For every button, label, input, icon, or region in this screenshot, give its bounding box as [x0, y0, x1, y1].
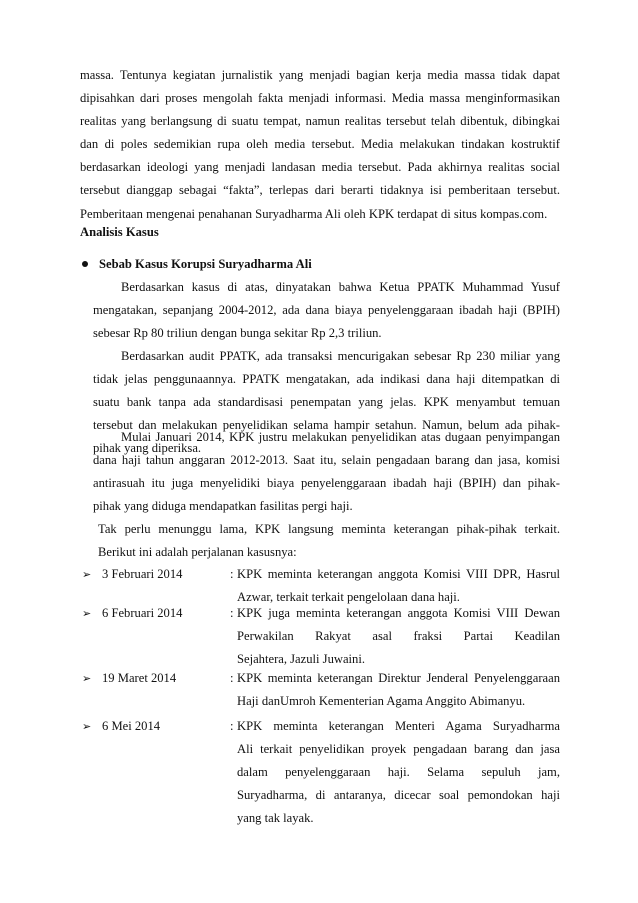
case-line: mengatakan, sepanjang 2004-2012, ada dana biaya penyelenggaraan ibadah haji (BPIH)	[93, 303, 560, 318]
arrow-bullet-icon: ➢	[82, 568, 92, 581]
event-line: Haji danUmroh Kementerian Agama Anggito Abimanyu.	[237, 694, 526, 709]
event-line: Azwar, terkait terkait pengelolaan dana haji.	[237, 590, 460, 605]
case-paragraph-1	[93, 276, 560, 345]
intro-line: massa. Tentunya kegiatan jurnalistik yang menjadi bagian kerja media massa tidak dapat	[80, 68, 560, 82]
case-line: sebesar Rp 80 triliun dengan bunga sekitar Rp 2,3 triliun.	[93, 326, 382, 341]
case-line: tersebut dan melakukan penyelidikan selama hampir setahun. Namun, belum ada pihak-	[93, 418, 560, 433]
event-description	[237, 715, 560, 830]
event-line: Perwakilan Rakyat asal fraksi Partai Keadilan	[237, 629, 560, 644]
case-line: Berdasarkan kasus di atas, dinyatakan bahwa Ketua PPATK Muhammad Yusuf	[121, 280, 560, 294]
event-line: KPK meminta keterangan anggota Komisi VIII DPR, Hasrul	[237, 567, 560, 581]
case-line: pihak yang diduga mendapatkan fasilitas pergi haji.	[93, 499, 353, 514]
event-line: KPK meminta keterangan Direktur Jenderal Penyelenggaraan	[237, 671, 560, 685]
case-line: Mulai Januari 2014, KPK justru melakukan penyelidikan atas dugaan penyimpangan	[121, 430, 560, 444]
intro-line: Pemberitaan mengenai penahanan Suryadharma Ali oleh KPK terdapat di situs kompas.com.	[80, 206, 548, 221]
event-date: 6 Mei 2014	[102, 719, 161, 733]
case-line: antirasuah itu juga menyelidiki biaya penyelenggaraan ibadah haji (BPIH) dan pihak-	[93, 476, 560, 491]
case-line: tidak jelas penggunaannya. PPATK mengatakan, ada indikasi dana haji ditempatkan di	[93, 372, 560, 387]
section-heading: Analisis Kasus	[80, 225, 159, 239]
event-colon: :	[230, 567, 234, 581]
event-date: 6 Februari 2014	[102, 606, 183, 620]
event-colon: :	[230, 671, 234, 685]
intro-line: realitas yang berlangsung di suatu tempat, namun realitas tersebut telah dibentuk, dibingkai	[80, 114, 560, 129]
intro-line: tersebut dianggap sebagai “fakta”, terlepas dari berarti tidaknya isi pemberitaan tersebut.	[80, 183, 560, 198]
event-colon: :	[230, 719, 234, 733]
timeline-intro-line: Tak perlu menunggu lama, KPK langsung meminta keterangan pihak-pihak terkait.	[98, 522, 560, 536]
intro-paragraph	[80, 64, 560, 226]
arrow-bullet-icon: ➢	[82, 607, 92, 620]
event-colon: :	[230, 606, 234, 620]
intro-line: dipisahkan dari proses mengolah fakta menjadi informasi. Media massa menginformasikan	[80, 91, 560, 106]
event-description	[237, 602, 560, 671]
case-paragraph-3	[93, 426, 560, 518]
event-line: yang tak layak.	[237, 811, 314, 826]
intro-line: dan di poles sedemikian rupa oleh media tersebut. Media melakukan tindakan kostruktif	[80, 137, 560, 152]
bullet-dot-icon	[82, 261, 88, 267]
event-line: dalam penyelenggaraan haji. Selama sepuluh jam,	[237, 765, 560, 780]
timeline-intro-line: Berikut ini adalah perjalanan kasusnya:	[98, 545, 297, 560]
case-line: suatu bank tanpa ada standardisasi penempatan yang jelas. KPK menyambut temuan	[93, 395, 560, 410]
event-description	[237, 667, 560, 713]
event-line: KPK juga meminta keterangan anggota Komisi VIII Dewan	[237, 606, 560, 620]
case-line: pihak yang diperiksa.	[93, 441, 202, 456]
case-line: Berdasarkan audit PPATK, ada transaksi mencurigakan sebesar Rp 230 miliar yang	[121, 349, 560, 363]
timeline-intro	[98, 518, 560, 564]
event-line: Ali terkait penyelidikan proyek pengadaan barang dan jasa	[237, 742, 560, 757]
event-date: 3 Februari 2014	[102, 567, 183, 581]
event-date: 19 Maret 2014	[102, 671, 177, 685]
event-line: Suryadharma, di antaranya, dicecar soal pemondokan haji	[237, 788, 560, 803]
bullet-label: Sebab Kasus Korupsi Suryadharma Ali	[99, 257, 312, 271]
intro-line: berdasarkan ideologi yang menjadi landasan media tersebut. Pada akhirnya realitas social	[80, 160, 560, 175]
arrow-bullet-icon: ➢	[82, 672, 92, 685]
arrow-bullet-icon: ➢	[82, 720, 92, 733]
case-line: dana haji tahun anggaran 2012-2013. Saat itu, selain pengadaan barang dan jasa, komisi	[93, 453, 560, 468]
event-line: Sejahtera, Jazuli Juwaini.	[237, 652, 365, 667]
event-line: KPK meminta keterangan Menteri Agama Suryadharma	[237, 719, 560, 733]
